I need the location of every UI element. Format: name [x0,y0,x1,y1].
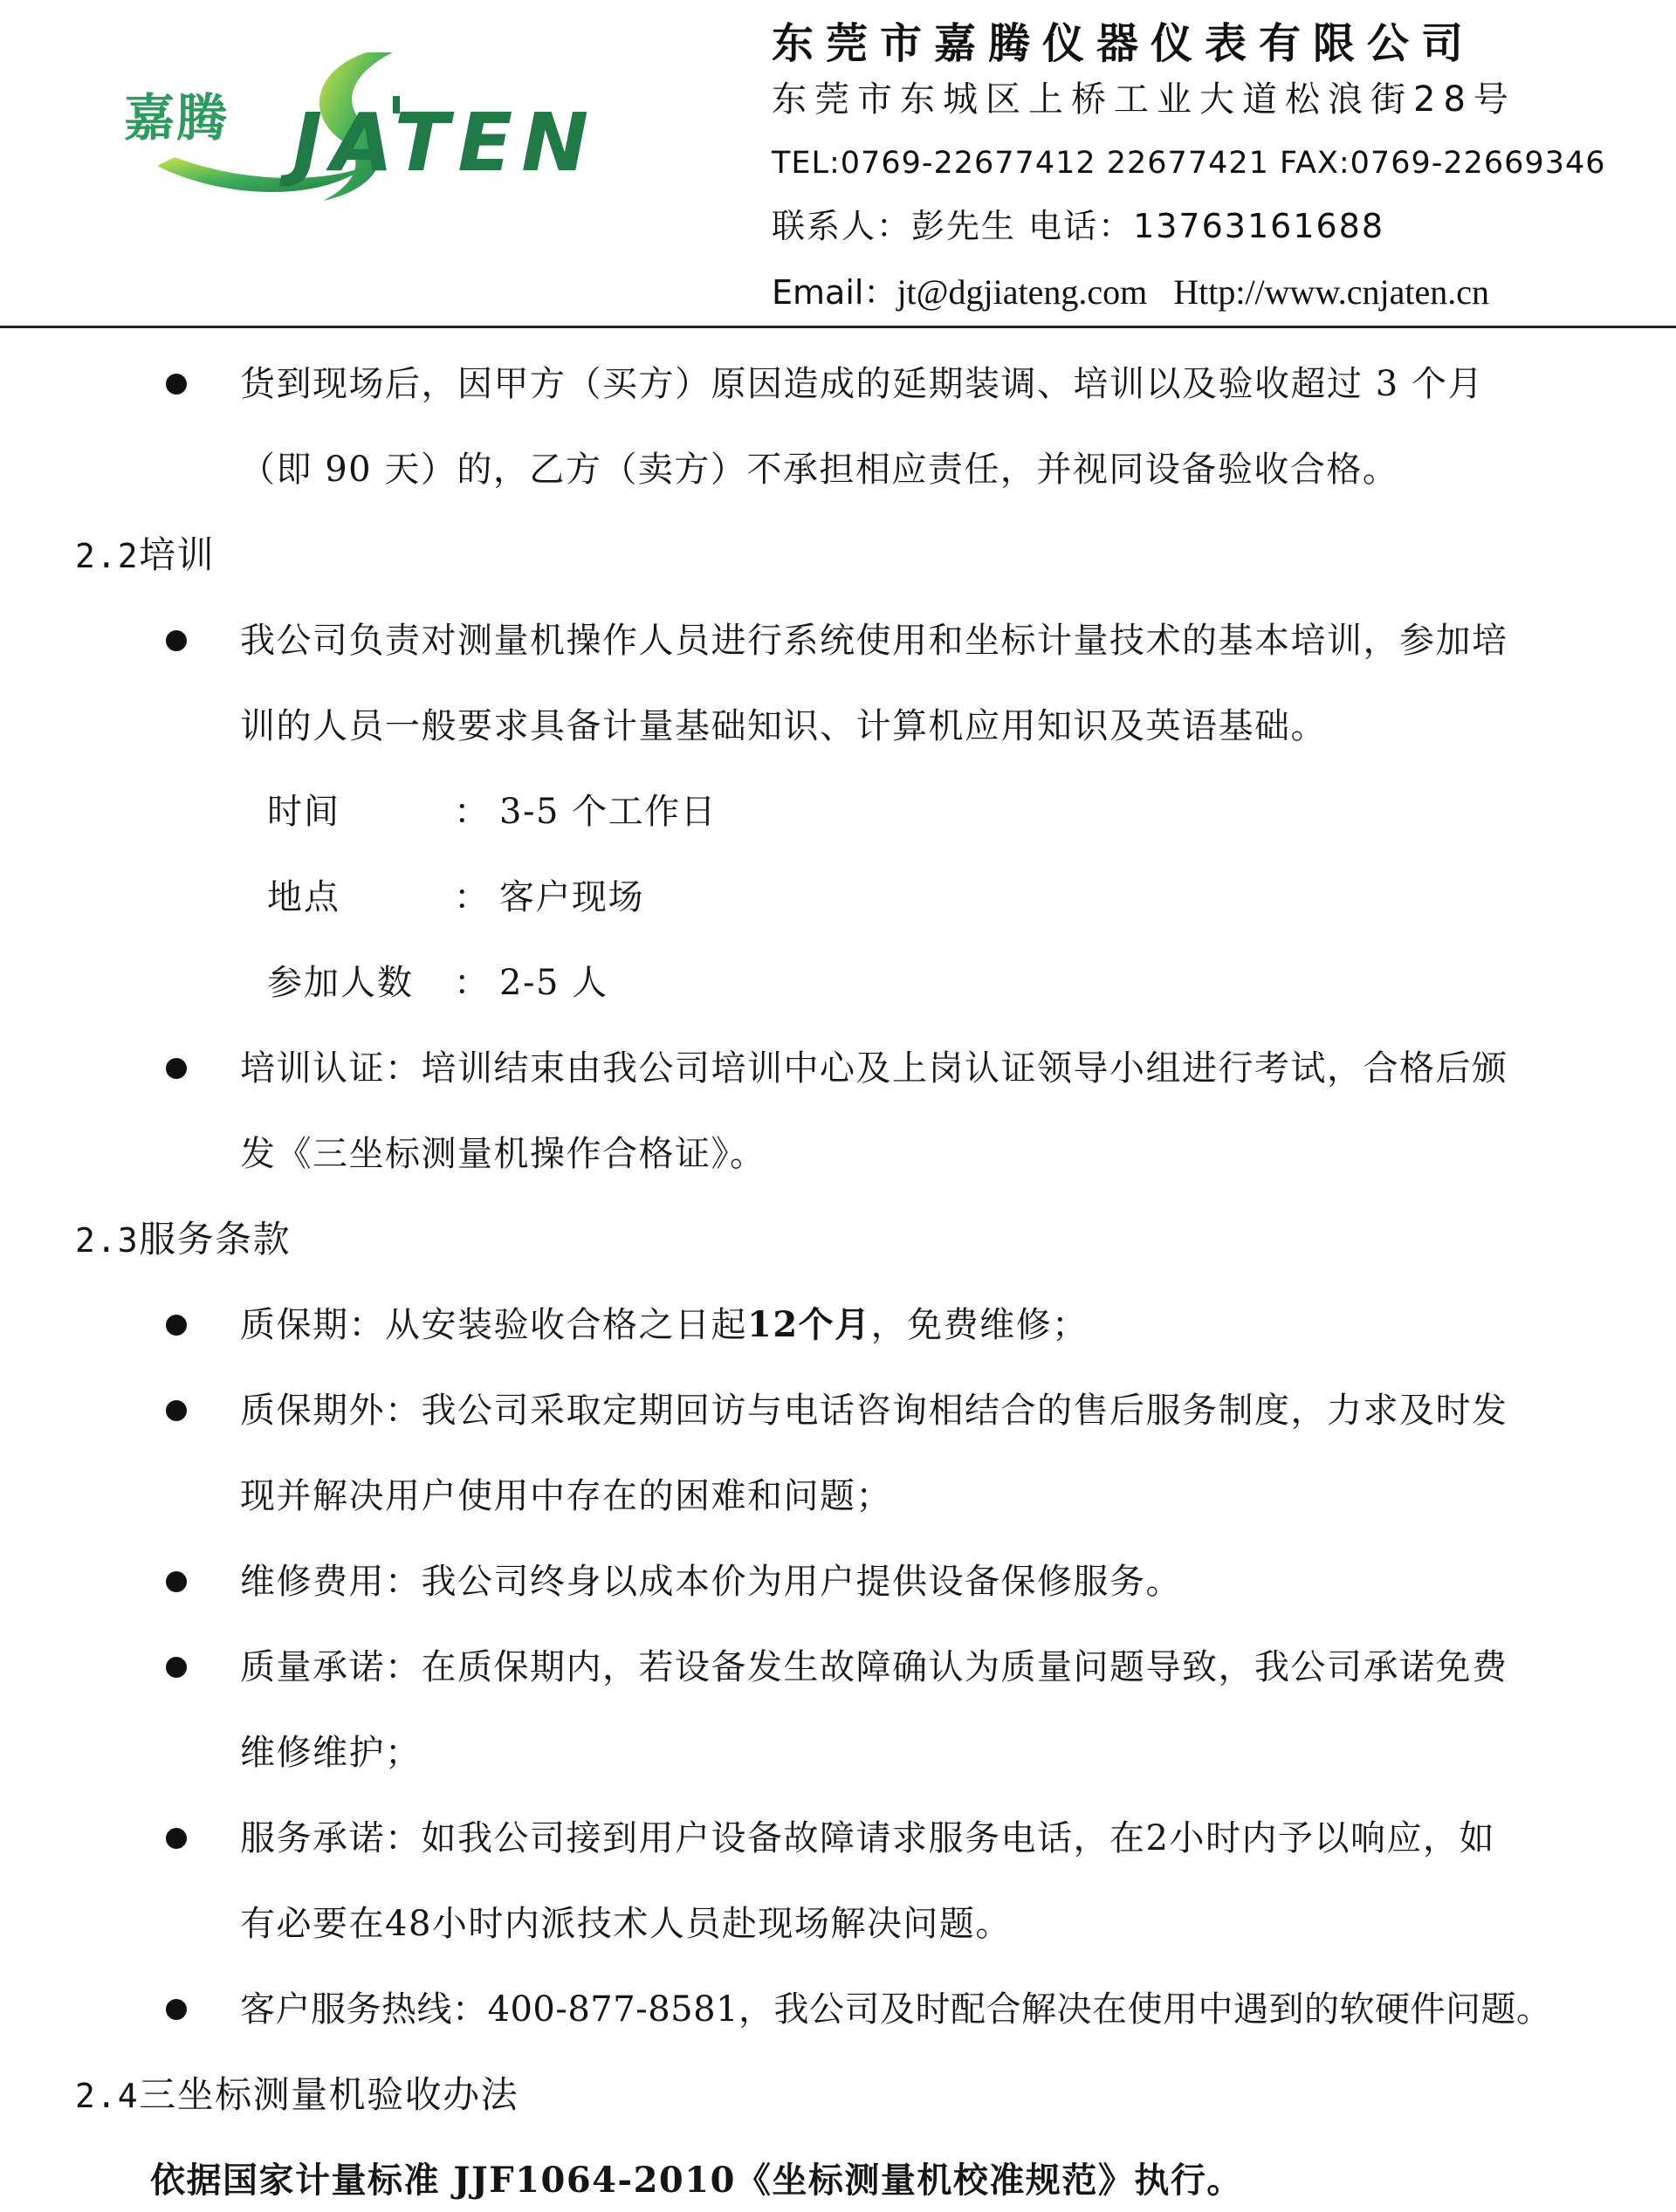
kv-separator: ： [454,792,489,832]
paragraph-line: 客户服务热线：400-877-8581，我公司及时配合解决在使用中遇到的软硬件问题。 [240,1989,1552,2030]
bullet-icon [166,1571,187,1592]
paragraph-line: 训的人员一般要求具备计量基础知识、计算机应用知识及英语基础。 [240,706,1327,746]
training-time-value: 3-5 个工作日 [499,792,718,832]
company-address: 东莞市东城区上桥工业大道松浪街28号 [772,79,1516,120]
bullet-icon [166,1999,187,2020]
header-divider [0,326,1676,328]
section-number: 2.4 [75,2077,140,2115]
training-time-label: 时间 [267,792,340,832]
contact-person: 联系人：彭先生 电话：13763161688 [772,207,1385,245]
paragraph-line: 有必要在48小时内派技术人员赴现场解决问题。 [240,1904,1012,1944]
paragraph-line: 质量承诺：在质保期内，若设备发生故障确认为质量问题导致，我公司承诺免费 [240,1647,1508,1687]
section-heading-2-4 [75,2069,519,2122]
warranty-period: 12个月 [747,1304,871,1345]
bullet-icon [166,1315,187,1336]
warranty-text-end: ，免费维修； [870,1305,1089,1345]
website-link[interactable]: Http://www.cnjaten.cn [1173,272,1489,312]
acceptance-standard-text: 依据国家计量标准 JJF1064-2010《坐标测量机校准规范》执行。 [150,2160,1243,2201]
email-address[interactable]: jt@dgjiateng.com [896,272,1148,312]
section-number: 2.2 [75,537,140,575]
paragraph-line: 现并解决用户使用中存在的困难和问题； [240,1476,892,1516]
email-label: Email： [772,273,897,312]
training-attendees-value: 2-5 人 [499,963,608,1003]
paragraph-line: 质保期外：我公司采取定期回访与电话咨询相结合的售后服务制度，力求及时发 [240,1391,1508,1431]
section-title: 培训 [139,533,216,576]
section-title: 服务条款 [139,1218,292,1261]
paragraph-line: （即 90 天）的，乙方（卖方）不承担相应责任，并视同设备验收合格。 [240,450,1399,490]
section-heading-2-2 [75,529,215,582]
company-info [772,16,1606,316]
tel-fax: TEL:0769-22677412 22677421 FAX:0769-22669346 [772,146,1606,181]
company-logo [105,35,598,210]
paragraph-line: 我公司负责对测量机操作人员进行系统使用和坐标计量技术的基本培训，参加培 [240,621,1508,661]
paragraph-line: 发《三坐标测量机操作合格证》。 [240,1134,766,1174]
kv-separator: ： [454,963,489,1003]
bullet-icon [166,1828,187,1849]
training-location-value: 客户现场 [499,877,644,917]
bullet-icon [166,1058,187,1079]
section-heading-2-3 [75,1213,291,1267]
bullet-icon [166,374,187,395]
training-location-label: 地点 [267,877,340,917]
kv-separator: ： [454,877,489,917]
bullet-icon [166,630,187,651]
paragraph-line: 培训认证：培训结束由我公司培训中心及上岗认证领导小组进行考试，合格后颁 [240,1048,1508,1089]
letterhead [0,0,1676,332]
paragraph-line: 货到现场后，因甲方（买方）原因造成的延期装调、培训以及验收超过 3 个月 [240,364,1484,404]
training-attendees-label: 参加人数 [267,963,414,1003]
section-number: 2.3 [75,1221,140,1260]
paragraph-line [240,1299,1089,1351]
paragraph-line: 维修维护； [240,1733,422,1773]
warranty-text: 质保期：从安装验收合格之日起 [240,1305,747,1345]
paragraph-line: 服务承诺：如我公司接到用户设备故障请求服务电话，在2小时内予以响应，如 [240,1818,1495,1858]
paragraph-line: 维修费用：我公司终身以成本价为用户提供设备保修服务。 [240,1562,1182,1602]
logo-english-text: JATEN [292,96,598,189]
section-title: 三坐标测量机验收办法 [139,2073,519,2116]
company-name: 东莞市嘉腾仪器仪表有限公司 [772,19,1476,68]
email-website [772,269,1606,316]
logo-chinese-text: 嘉腾 [124,88,230,148]
bullet-icon [166,1400,187,1421]
bullet-icon [166,1657,187,1678]
